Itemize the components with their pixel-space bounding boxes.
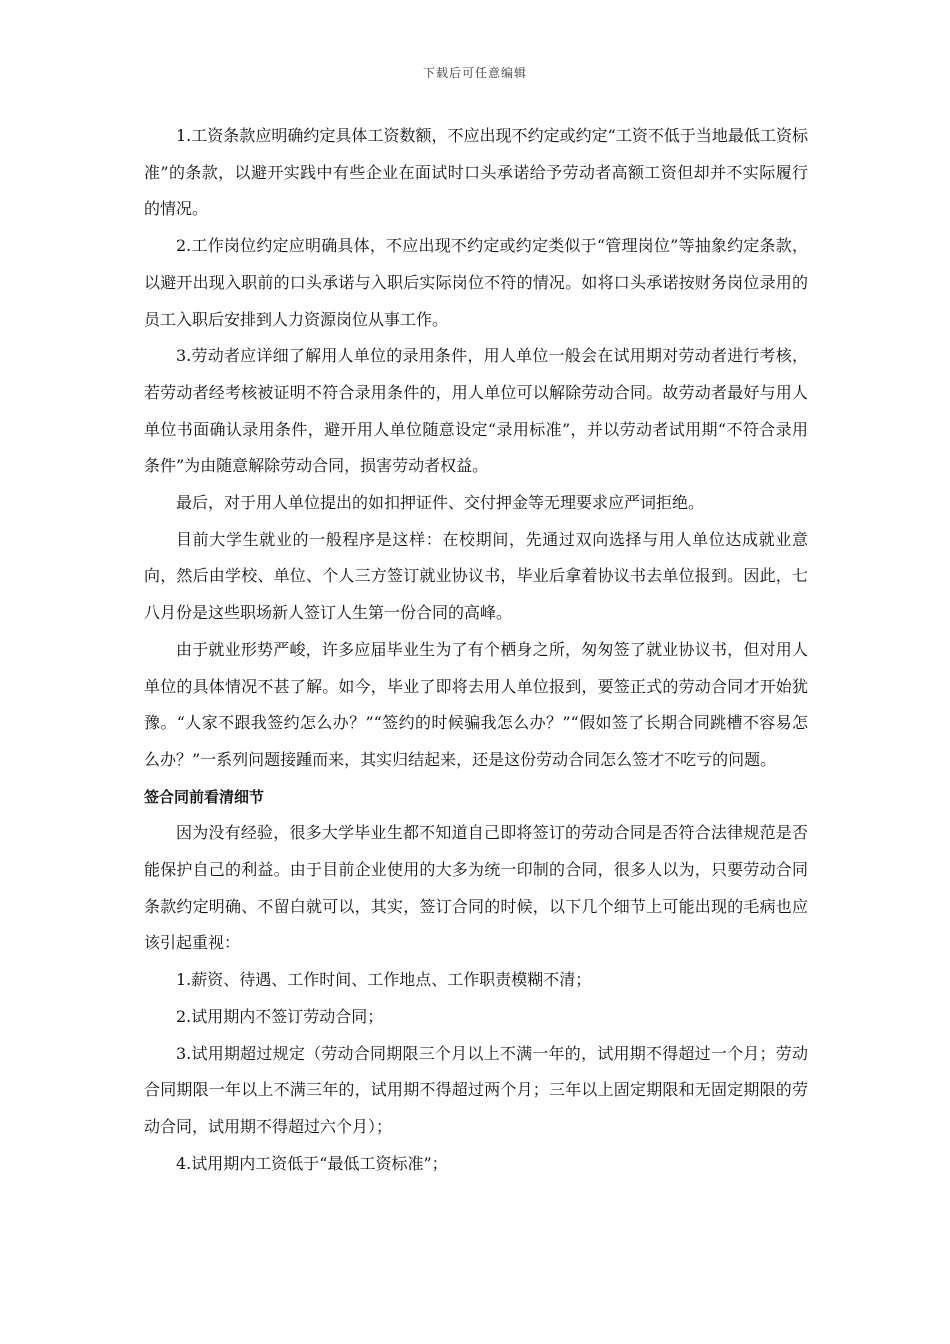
list-item: 4.试用期内工资低于“最低工资标准”； — [176, 1153, 448, 1173]
paragraph: 最后，对于用人单位提出的如扣押证件、交付押金等无理要求应严词拒绝。 — [176, 493, 705, 513]
list-item: 2.试用期内不签订劳动合同； — [176, 1006, 384, 1026]
paragraph: 2.工作岗位约定应明确具体，不应出现不约定或约定类似于“管理岗位”等抽象约定条款，以避开出现入职前的口头承诺与入职后实际岗位不符的情况。如将口头承诺按财务岗位录用的员工入职后安排到人力资源岗位从事工作。 — [144, 236, 808, 329]
list-item: 1.薪资、待遇、工作时间、工作地点、工作职责模糊不清； — [176, 970, 592, 990]
section-heading: 签合同前看清细节 — [144, 787, 265, 806]
list-item: 3.试用期超过规定（劳动合同期限三个月以上不满一年的，试用期不得超过一个月；劳动合同期限一年以上不满三年的，试用期不得超过两个月；三年以上固定期限和无固定期限的劳动合同，试用期不得超过六个月）； — [144, 1043, 808, 1136]
paragraph: 1.工资条款应明确约定具体工资数额，不应出现不约定或约定“工资不低于当地最低工资标准”的条款，以避开实践中有些企业在面试时口头承诺给予劳动者高额工资但却并不实际履行的情况。 — [144, 126, 808, 219]
page-header: 下载后可任意编辑 — [422, 66, 527, 80]
paragraph: 目前大学生就业的一般程序是这样：在校期间，先通过双向选择与用人单位达成就业意向，然后由学校、单位、个人三方签订就业协议书，毕业后拿着协议书去单位报到。因此，七八月份是这些职场新人签订人生第一份合同的高峰。 — [144, 529, 808, 623]
paragraph: 3.劳动者应详细了解用人单位的录用条件，用人单位一般会在试用期对劳动者进行考核，若劳动者经考核被证明不符合录用条件的，用人单位可以解除劳动合同。故劳动者最好与用人单位书面确认录用条件，避开用人单位随意设定“录用标准”，并以劳动者试用期“不符合录用条件”为由随意解除劳动合同，损害劳动者权益。 — [144, 346, 808, 476]
paragraph: 由于就业形势严峻，许多应届毕业生为了有个栖身之所，匆匆签了就业协议书，但对用人单位的具体情况不甚了解。如今，毕业了即将去用人单位报到，要签正式的劳动合同才开始犹豫。“人家不跟我签约怎么办？”“签约的时候骗我怎么办？”“假如签了长期合同跳槽不容易怎么办？”一系列问题接踵而来，其实归结起来，还是这份劳动合同怎么签才不吃亏的问题。 — [144, 639, 808, 769]
paragraph: 因为没有经验，很多大学毕业生都不知道自己即将签订的劳动合同是否符合法律规范是否能保护自己的利益。由于目前企业使用的大多为统一印制的合同，很多人以为，只要劳动合同条款约定明确、不留白就可以，其实，签订合同的时候，以下几个细节上可能出现的毛病也应该引起重视： — [144, 823, 808, 953]
document-body — [144, 118, 808, 1182]
